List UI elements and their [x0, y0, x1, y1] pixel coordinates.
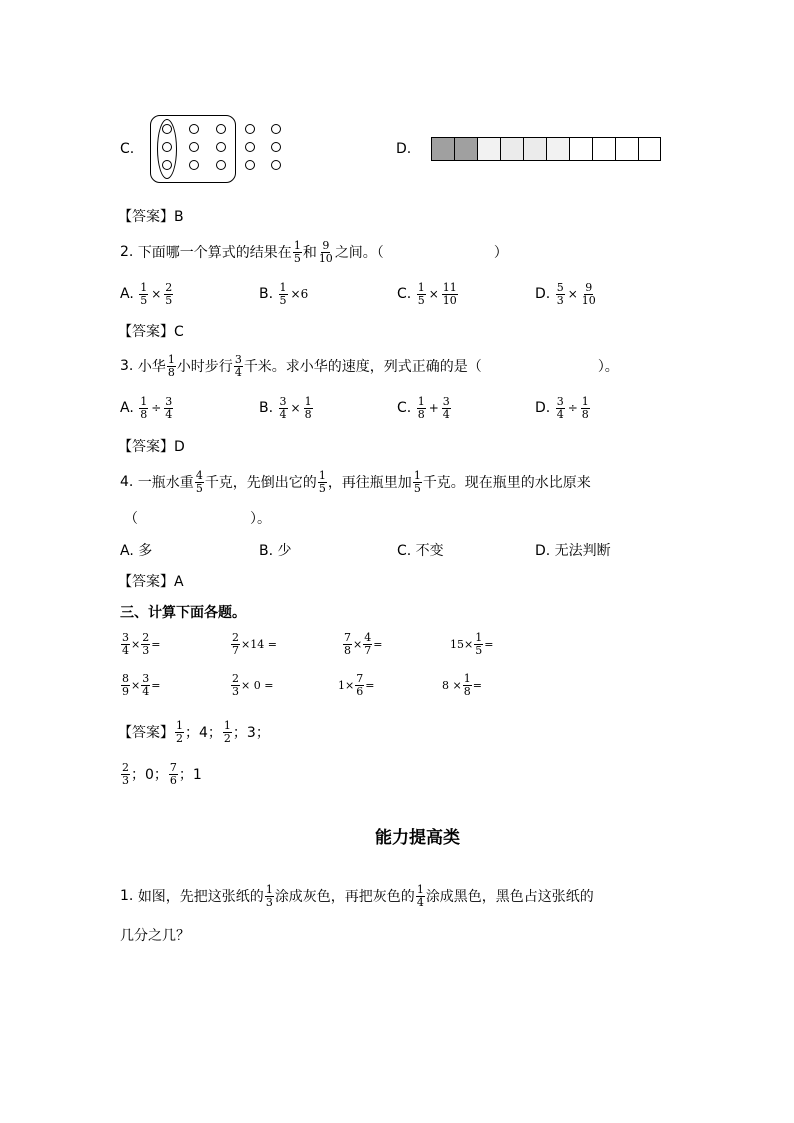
dot — [245, 124, 255, 134]
fraction: $\frac{1}{5}$ — [293, 238, 301, 265]
option-c-label: C. — [120, 141, 135, 157]
calc-item: 15× $\frac{1}{5}$ = — [450, 631, 494, 657]
calc-item: $\frac{7}{8}$ × $\frac{4}{7}$ = — [344, 631, 383, 657]
q2-number: 2. — [120, 244, 134, 260]
section3-answer-line2: $\frac{2}{3}$ ；0； $\frac{7}{6}$ ；1 — [122, 760, 202, 787]
calc-item: $\frac{2}{3}$ × 0 = — [232, 672, 274, 698]
dot — [271, 160, 281, 170]
q4-option-b[interactable]: B. 少 — [259, 543, 292, 559]
section4-q1-stem-line2: 几分之几？ — [120, 928, 190, 944]
dot — [216, 124, 226, 134]
q4-option-a[interactable]: A. 多 — [120, 543, 153, 559]
answer-prev: 【答案】B — [118, 209, 184, 225]
section3-heading: 三、计算下面各题。 — [120, 605, 246, 621]
q4-stem: 4. 一瓶水重 $\frac{4}{5}$ 千克，先倒出它的 $\frac{1}{5}$ ，再往瓶里加 $\frac{1}{5}$ 千克。现在瓶里的水比原来 — [120, 468, 591, 495]
q2-stem — [120, 236, 508, 268]
dot — [245, 142, 255, 152]
bar-cell — [616, 138, 639, 160]
q4-option-c[interactable]: C. 不变 — [397, 543, 444, 559]
dot — [245, 160, 255, 170]
bar-cell-light — [547, 138, 570, 160]
section4-q1-stem: 1. 如图，先把这张纸的 $\frac{1}{3}$ 涂成灰色，再把灰色的 $\frac{1}{4}$ 涂成黑色，黑色占这张纸的 — [120, 882, 594, 909]
bar-cell-light — [501, 138, 524, 160]
calc-item: 8 × $\frac{1}{8}$ = — [442, 672, 482, 698]
q3-stem: 3. 小华 $\frac{1}{8}$ 小时步行 $\frac{3}{4}$ 千米。求小华的速度，列式正确的是（ ）。 — [120, 352, 619, 379]
dot — [189, 124, 199, 134]
q3-option-b[interactable]: B. $\frac{3}{4}$ × $\frac{1}{8}$ — [259, 394, 312, 421]
dot — [216, 142, 226, 152]
q4-answer: 【答案】A — [118, 574, 184, 590]
dot — [189, 160, 199, 170]
dot — [216, 160, 226, 170]
shaded-bar-diagram — [431, 137, 661, 161]
dot — [271, 124, 281, 134]
q2-text: 之间。（ — [334, 245, 384, 261]
dot — [162, 124, 172, 134]
section3-answer-line1: 【答案】 $\frac{1}{2}$ ；4； $\frac{1}{2}$ ；3； — [118, 718, 270, 745]
q3-answer: 【答案】D — [118, 439, 185, 455]
calc-item: $\frac{2}{7}$ ×14 = — [232, 631, 277, 657]
section4-heading: 能力提高类 — [375, 828, 460, 848]
q3-option-d[interactable]: D. $\frac{3}{4}$ ÷ $\frac{1}{8}$ — [535, 394, 589, 421]
calc-item: $\frac{8}{9}$ × $\frac{3}{4}$ = — [122, 672, 161, 698]
q3-option-a[interactable]: A. $\frac{1}{8}$ ÷ $\frac{3}{4}$ — [120, 394, 173, 421]
dot — [271, 142, 281, 152]
q2-answer: 【答案】C — [118, 324, 184, 340]
q3-option-c[interactable]: C. $\frac{1}{8}$ + $\frac{3}{4}$ — [397, 394, 450, 421]
bar-cell-dark — [432, 138, 455, 160]
q2-text: 下面哪一个算式的结果在 — [137, 245, 292, 261]
circle-group-diagram — [150, 115, 290, 185]
bar-cell-dark — [455, 138, 478, 160]
dot — [162, 160, 172, 170]
calc-item: 1× $\frac{7}{6}$ = — [338, 672, 375, 698]
bar-cell-light — [524, 138, 547, 160]
q2-option-b[interactable]: B. $\frac{1}{5}$ ×6 — [259, 280, 309, 307]
q2-text: 和 — [302, 245, 317, 261]
q4-option-d[interactable]: D. 无法判断 — [535, 543, 611, 559]
fraction: $\frac{9}{10}$ — [318, 238, 333, 265]
bar-cell — [593, 138, 616, 160]
q2-option-a[interactable]: A. $\frac{1}{5}$ × $\frac{2}{5}$ — [120, 280, 173, 307]
q2-option-d[interactable]: D. $\frac{5}{3}$ × $\frac{9}{10}$ — [535, 280, 596, 307]
q4-stem-line2: （ ）。 — [124, 511, 271, 527]
calc-item: $\frac{3}{4}$ × $\frac{2}{3}$ = — [122, 631, 161, 657]
bar-cell — [570, 138, 593, 160]
q2-text: ） — [493, 245, 508, 261]
dot — [162, 142, 172, 152]
option-d-label: D. — [396, 141, 412, 157]
bar-cell-light — [478, 138, 501, 160]
q2-option-c[interactable]: C. $\frac{1}{5}$ × $\frac{11}{10}$ — [397, 280, 457, 307]
bar-cell — [639, 138, 662, 160]
dot — [189, 142, 199, 152]
